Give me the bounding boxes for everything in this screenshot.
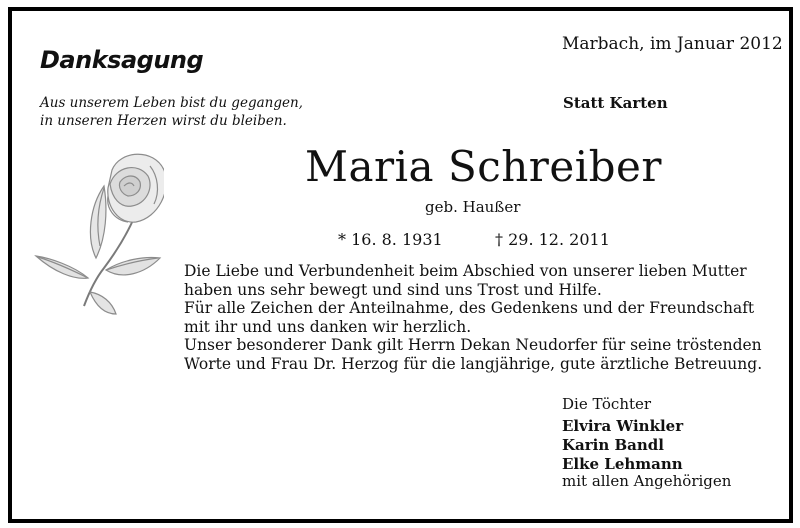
thanks-line: haben uns sehr bewegt und sind uns Trost und Hilfe. bbox=[184, 280, 602, 299]
thanks-line: Für alle Zeichen der Anteilnahme, des Gedenkens und der Freundschaft bbox=[184, 299, 755, 317]
maiden-name: geb. Haußer bbox=[425, 198, 521, 216]
signatory-name: Karin Bandl bbox=[562, 436, 664, 454]
verse-line: in unseren Herzen wirst du bleiben. bbox=[40, 113, 287, 129]
signature-intro: Die Töchter bbox=[562, 395, 652, 413]
heading: Danksagung bbox=[40, 46, 204, 74]
birth-date: * 16. 8. 1931 bbox=[338, 230, 443, 249]
verse-line: Aus unserem Leben bist du gegangen, bbox=[40, 95, 303, 111]
thanks-line: Die Liebe und Verbundenheit beim Abschied von unserer lieben Mutter bbox=[184, 262, 747, 280]
statt-karten: Statt Karten bbox=[563, 94, 668, 112]
signatories bbox=[562, 417, 683, 474]
deceased-name: Maria Schreiber bbox=[305, 142, 662, 191]
rose-illustration bbox=[34, 146, 164, 316]
place-date: Marbach, im Januar 2012 bbox=[562, 34, 783, 54]
thanks-line: Worte und Frau Dr. Herzog für die langjährige, gute ärztliche Betreuung. bbox=[184, 354, 763, 373]
verse bbox=[40, 94, 303, 130]
thanks-line: Unser besonderer Dank gilt Herrn Dekan Neudorfer für seine tröstenden bbox=[184, 336, 762, 354]
signatory-name: Elvira Winkler bbox=[562, 417, 684, 435]
signatory-name: Elke Lehmann bbox=[562, 455, 683, 473]
signature-outro: mit allen Angehörigen bbox=[562, 472, 732, 490]
death-date: † 29. 12. 2011 bbox=[495, 230, 610, 249]
thanks-line: mit ihr und uns danken wir herzlich. bbox=[184, 317, 472, 336]
thanks-text bbox=[184, 262, 762, 373]
